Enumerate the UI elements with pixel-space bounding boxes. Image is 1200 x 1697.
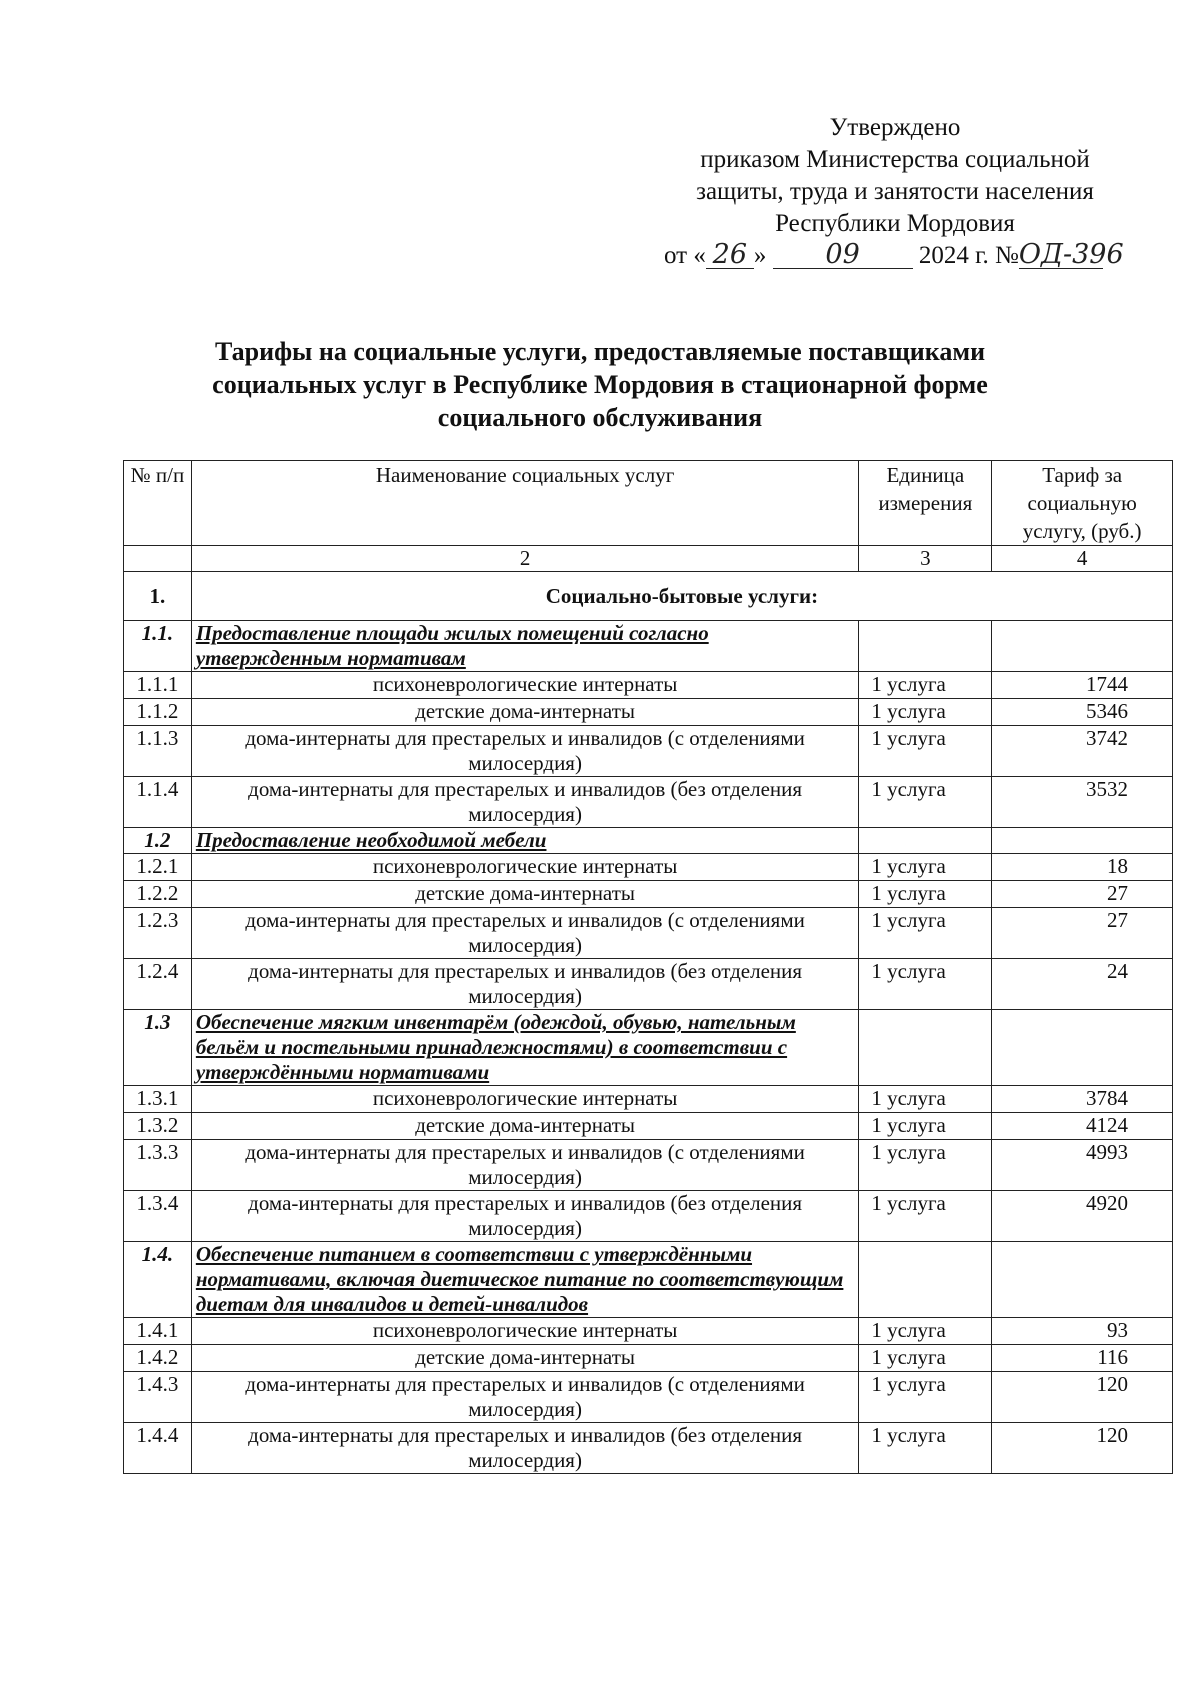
header-num: № п/п bbox=[124, 461, 192, 546]
cell-name: дома-интернаты для престарелых и инвалидов (с отделениями милосердия) bbox=[191, 908, 859, 959]
approval-line-1: Утверждено bbox=[829, 114, 961, 141]
approval-line-2: приказом Министерства социальной bbox=[700, 146, 1090, 173]
section-row bbox=[124, 572, 1173, 621]
cell-unit: 1 услуга bbox=[859, 699, 992, 726]
table-row bbox=[124, 854, 1173, 881]
cell-num: 1.4.1 bbox=[124, 1318, 192, 1345]
title-line-2: социальных услуг в Республике Мордовия в стационарной форме bbox=[212, 370, 988, 399]
cell-num: 1.3.2 bbox=[124, 1113, 192, 1140]
cell-price: 1744 bbox=[992, 672, 1173, 699]
cell-name: психоневрологические интернаты bbox=[191, 672, 859, 699]
document-title bbox=[170, 335, 1030, 434]
cell-unit: 1 услуга bbox=[859, 777, 992, 828]
colnum-4: 4 bbox=[992, 546, 1173, 572]
cell-price: 3742 bbox=[992, 726, 1173, 777]
cell-price: 4920 bbox=[992, 1191, 1173, 1242]
date-month: 09 bbox=[773, 242, 913, 269]
table-row bbox=[124, 1086, 1173, 1113]
cell-name: психоневрологические интернаты bbox=[191, 854, 859, 881]
approval-date-line bbox=[660, 240, 1130, 272]
cell-name: детские дома-интернаты bbox=[191, 1113, 859, 1140]
cell-num: 1.2.1 bbox=[124, 854, 192, 881]
title-line-1: Тарифы на социальные услуги, предоставляемые поставщиками bbox=[214, 337, 986, 366]
cell-num: 1.3.1 bbox=[124, 1086, 192, 1113]
tariff-table bbox=[123, 460, 1173, 1474]
cell-name: дома-интернаты для престарелых и инвалидов (с отделениями милосердия) bbox=[191, 1140, 859, 1191]
cell-num: 1.1.1 bbox=[124, 672, 192, 699]
cell-name: детские дома-интернаты bbox=[191, 699, 859, 726]
cell-unit: 1 услуга bbox=[859, 672, 992, 699]
category-row bbox=[124, 1010, 1173, 1086]
colnum-1 bbox=[124, 546, 192, 572]
cell-unit: 1 услуга bbox=[859, 1140, 992, 1191]
cell-unit: 1 услуга bbox=[859, 1113, 992, 1140]
header-name: Наименование социальных услуг bbox=[191, 461, 859, 546]
cell-price: 18 bbox=[992, 854, 1173, 881]
table-row bbox=[124, 699, 1173, 726]
cell-price: 3532 bbox=[992, 777, 1173, 828]
colnum-3: 3 bbox=[859, 546, 992, 572]
header-price: Тариф за социальную услугу, (руб.) bbox=[992, 461, 1173, 546]
cell-unit: 1 услуга bbox=[859, 1372, 992, 1423]
cell-price: 120 bbox=[992, 1372, 1173, 1423]
cell-price: 116 bbox=[992, 1345, 1173, 1372]
cell-price: 4993 bbox=[992, 1140, 1173, 1191]
cell-name: Обеспечение мягким инвентарём (одеждой, обувью, нательным бельём и постельными принадлежностями) в соответствии с утверждёнными нормативами bbox=[191, 1010, 859, 1086]
title-line-3: социального обслуживания bbox=[437, 403, 763, 432]
cell-num: 1.3.4 bbox=[124, 1191, 192, 1242]
approval-block bbox=[660, 112, 1130, 272]
cell-num: 1.4. bbox=[124, 1242, 192, 1318]
table-row bbox=[124, 777, 1173, 828]
date-year: 2024 г. № bbox=[918, 242, 1019, 269]
cell-num: 1.1. bbox=[124, 621, 192, 672]
header-unit: Единица измерения bbox=[859, 461, 992, 546]
cell-name: Предоставление площади жилых помещений согласно утвержденным нормативам bbox=[191, 621, 859, 672]
cell-name: Обеспечение питанием в соответствии с утверждёнными нормативами, включая диетическое питание по соответствующим диетам для инвалидов и детей-инвалидов bbox=[191, 1242, 859, 1318]
cell-unit: 1 услуга bbox=[859, 908, 992, 959]
date-prefix: от « bbox=[664, 242, 706, 269]
cell-unit: 1 услуга bbox=[859, 1318, 992, 1345]
table-row bbox=[124, 1372, 1173, 1423]
cell-name: дома-интернаты для престарелых и инвалидов (без отделения милосердия) bbox=[191, 777, 859, 828]
table-row bbox=[124, 1423, 1173, 1474]
cell-name: дома-интернаты для престарелых и инвалидов (без отделения милосердия) bbox=[191, 959, 859, 1010]
category-row bbox=[124, 1242, 1173, 1318]
cell-price: 27 bbox=[992, 908, 1173, 959]
cell-name: дома-интернаты для престарелых и инвалидов (без отделения милосердия) bbox=[191, 1191, 859, 1242]
table-row bbox=[124, 1345, 1173, 1372]
table-row bbox=[124, 726, 1173, 777]
cell-unit: 1 услуга bbox=[859, 726, 992, 777]
cell-num: 1.3.3 bbox=[124, 1140, 192, 1191]
approval-line-4: Республики Мордовия bbox=[775, 210, 1015, 237]
section-name: Социально-бытовые услуги: bbox=[191, 572, 1172, 621]
cell-num: 1.2.4 bbox=[124, 959, 192, 1010]
cell-num: 1.4.2 bbox=[124, 1345, 192, 1372]
table-row bbox=[124, 959, 1173, 1010]
cell-name: дома-интернаты для престарелых и инвалидов (с отделениями милосердия) bbox=[191, 726, 859, 777]
table-row bbox=[124, 672, 1173, 699]
cell-unit bbox=[859, 1242, 992, 1318]
cell-price: 93 bbox=[992, 1318, 1173, 1345]
cell-price: 24 bbox=[992, 959, 1173, 1010]
table-row bbox=[124, 1191, 1173, 1242]
cell-unit: 1 услуга bbox=[859, 854, 992, 881]
cell-num: 1.2.2 bbox=[124, 881, 192, 908]
cell-price: 5346 bbox=[992, 699, 1173, 726]
cell-name: детские дома-интернаты bbox=[191, 881, 859, 908]
cell-name: детские дома-интернаты bbox=[191, 1345, 859, 1372]
cell-price bbox=[992, 828, 1173, 854]
table-row bbox=[124, 1113, 1173, 1140]
cell-unit: 1 услуга bbox=[859, 1086, 992, 1113]
cell-price: 120 bbox=[992, 1423, 1173, 1474]
cell-name: дома-интернаты для престарелых и инвалидов (без отделения милосердия) bbox=[191, 1423, 859, 1474]
order-number: ОД-396 bbox=[1018, 239, 1124, 270]
cell-num: 1.3 bbox=[124, 1010, 192, 1086]
cell-num: 1.1.2 bbox=[124, 699, 192, 726]
cell-num: 1.4.4 bbox=[124, 1423, 192, 1474]
approval-line-3: защиты, труда и занятости населения bbox=[696, 178, 1094, 205]
date-day: 26 bbox=[706, 242, 754, 269]
column-numbers-row bbox=[124, 546, 1173, 572]
cell-num: 1.4.3 bbox=[124, 1372, 192, 1423]
cell-unit: 1 услуга bbox=[859, 881, 992, 908]
cell-price bbox=[992, 1010, 1173, 1086]
cell-unit: 1 услуга bbox=[859, 1423, 992, 1474]
cell-unit: 1 услуга bbox=[859, 1191, 992, 1242]
cell-price bbox=[992, 621, 1173, 672]
cell-price: 3784 bbox=[992, 1086, 1173, 1113]
cell-unit bbox=[859, 621, 992, 672]
cell-unit: 1 услуга bbox=[859, 1345, 992, 1372]
cell-name: Предоставление необходимой мебели bbox=[191, 828, 859, 854]
date-mid: » bbox=[753, 242, 767, 269]
table-row bbox=[124, 1140, 1173, 1191]
cell-num: 1.1.3 bbox=[124, 726, 192, 777]
table-row bbox=[124, 908, 1173, 959]
category-row bbox=[124, 621, 1173, 672]
cell-name: психоневрологические интернаты bbox=[191, 1086, 859, 1113]
table-row bbox=[124, 1318, 1173, 1345]
section-num: 1. bbox=[124, 572, 192, 621]
cell-name: психоневрологические интернаты bbox=[191, 1318, 859, 1345]
cell-name: дома-интернаты для престарелых и инвалидов (с отделениями милосердия) bbox=[191, 1372, 859, 1423]
cell-price: 4124 bbox=[992, 1113, 1173, 1140]
table-row bbox=[124, 881, 1173, 908]
cell-price: 27 bbox=[992, 881, 1173, 908]
cell-num: 1.1.4 bbox=[124, 777, 192, 828]
category-row bbox=[124, 828, 1173, 854]
colnum-2: 2 bbox=[191, 546, 859, 572]
cell-price bbox=[992, 1242, 1173, 1318]
cell-num: 1.2.3 bbox=[124, 908, 192, 959]
cell-unit: 1 услуга bbox=[859, 959, 992, 1010]
cell-unit bbox=[859, 1010, 992, 1086]
cell-num: 1.2 bbox=[124, 828, 192, 854]
table-header-row bbox=[124, 461, 1173, 546]
cell-unit bbox=[859, 828, 992, 854]
